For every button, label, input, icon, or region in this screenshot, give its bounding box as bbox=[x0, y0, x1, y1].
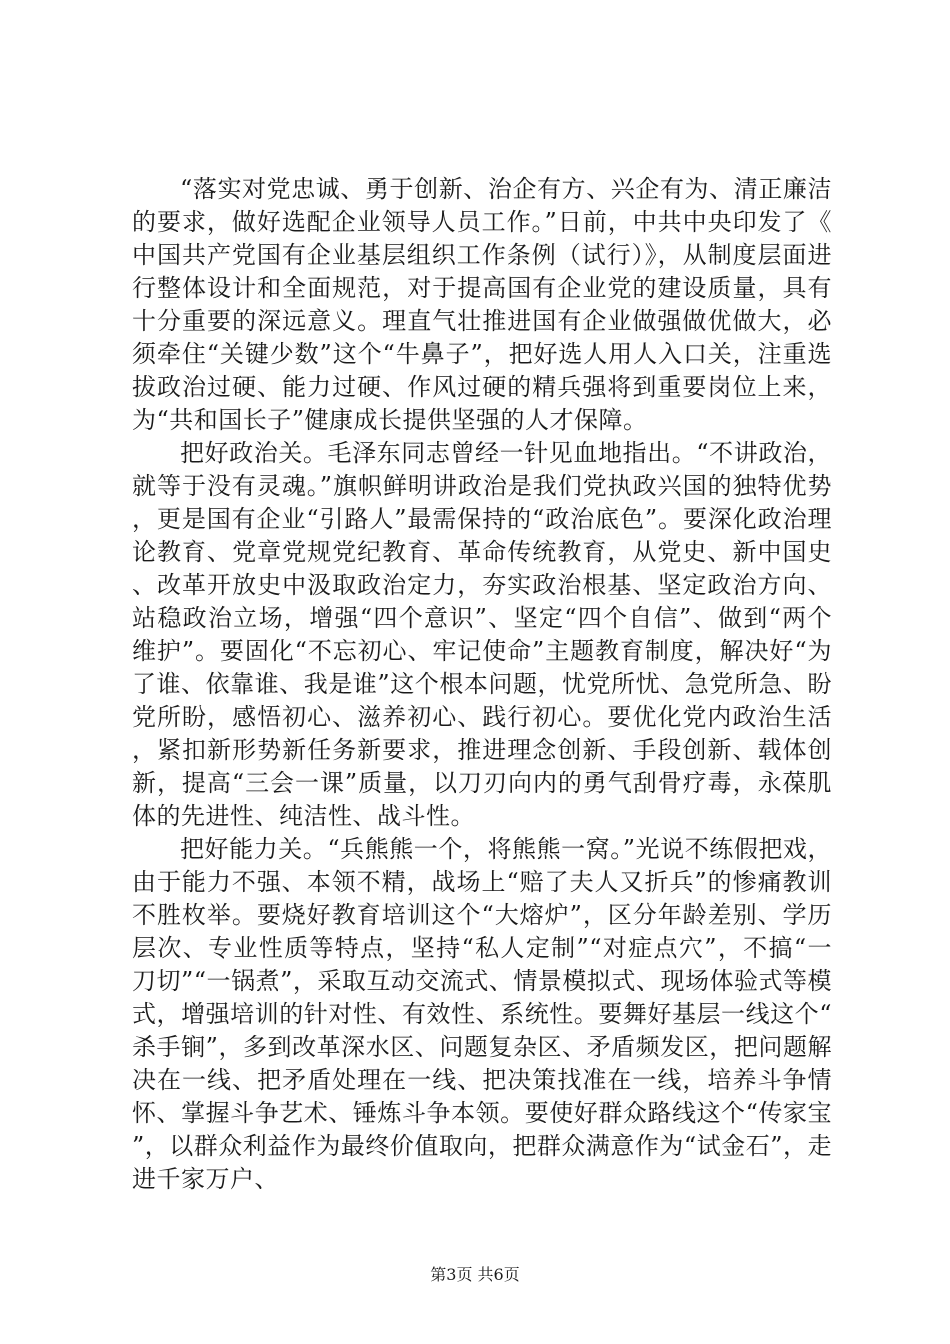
paragraph-political: 把好政治关。毛泽东同志曾经一针见血地指出。“不讲政治，就等于没有灵魂。”旗帜鲜明讲政治是我们党执政兴国的独特优势，更是国有企业“引路人”最需保持的“政治底色”。要深化政治理论教育、党章党规党纪教育、革命传统教育，从党史、新中国史、改革开放史中汲取政治定力，夯实政治根基、坚定政治方向、站稳政治立场，增强“四个意识”、坚定“四个自信”、做到“两个维护”。要固化“不忘初心、牢记使命”主题教育制度，解决好“为了谁、依靠谁、我是谁”这个根本问题，忧党所忧、急党所急、盼党所盼，感悟初心、滋养初心、践行初心。要优化党内政治生活，紧扣新形势新任务新要求，推进理念创新、手段创新、载体创新，提高“三会一课”质量，以刀刃向内的勇气刮骨疗毒，永葆肌体的先进性、纯洁性、战斗性。 bbox=[132, 439, 832, 830]
paragraph-intro: “落实对党忠诚、勇于创新、治企有方、兴企有为、清正廉洁的要求，做好选配企业领导人员工作。”日前，中共中央印发了《中国共产党国有企业基层组织工作条例（试行）》，从制度层面进行整体设计和全面规范，对于提高国有企业党的建设质量，具有十分重要的深远意义。理直气壮推进国有企业做强做优做大，必须牵住“关键少数”这个“牛鼻子”，把好选人用人入口关，注重选拔政治过硬、能力过硬、作风过硬的精兵强将到重要岗位上来，为“共和国长子”健康成长提供坚强的人才保障。 bbox=[132, 175, 832, 434]
page-number: 第3页 共6页 bbox=[430, 1265, 520, 1284]
paragraph-ability: 把好能力关。“兵熊熊一个，将熊熊一窝。”光说不练假把戏，由于能力不强、本领不精，战场上“赔了夫人又折兵”的惨痛教训不胜枚举。要烧好教育培训这个“大熔炉”，区分年龄差别、学历层次、专业性质等特点，坚持“私人定制”“对症点穴”，不搞“一刀切”“一锅煮”，采取互动交流式、情景模拟式、现场体验式等模式，增强培训的针对性、有效性、系统性。要舞好基层一线这个“杀手锏”，多到改革深水区、问题复杂区、矛盾频发区，把问题解决在一线、把矛盾处理在一线、把决策找准在一线，培养斗争情怀、掌握斗争艺术、锤炼斗争本领。要使好群众路线这个“传家宝”，以群众利益作为最终价值取向，把群众满意作为“试金石”，走进千家万户、 bbox=[132, 835, 832, 1193]
page-footer bbox=[0, 1262, 950, 1285]
document-body bbox=[132, 173, 832, 1196]
